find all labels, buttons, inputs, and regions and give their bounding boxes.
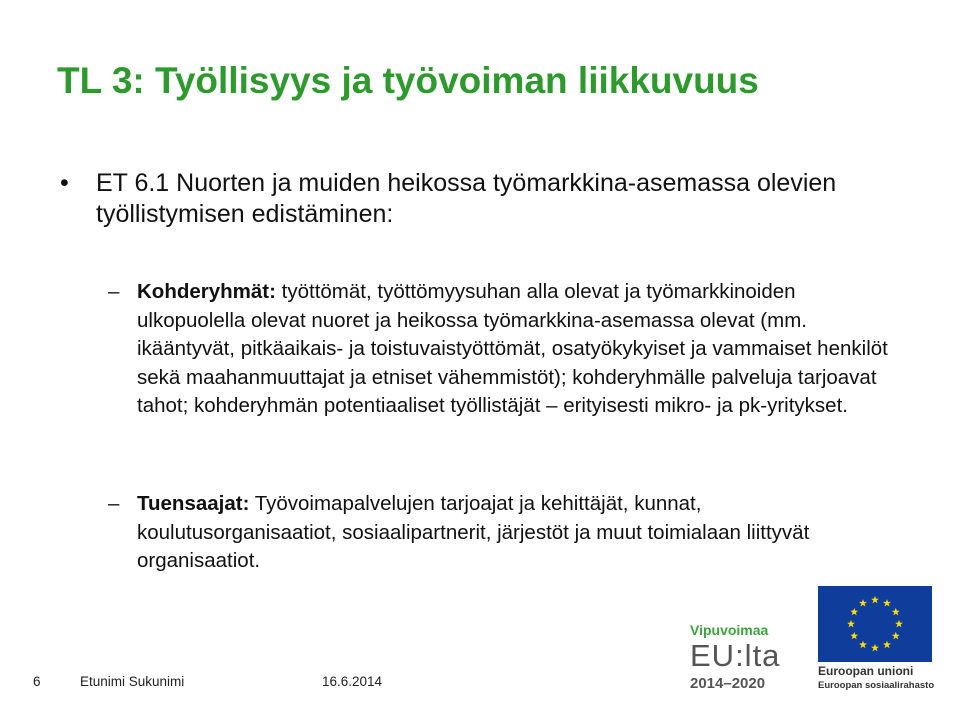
eu-star xyxy=(895,620,903,628)
eu-stars-icon xyxy=(818,586,932,662)
footer-date: 16.6.2014 xyxy=(322,674,383,689)
dash-symbol: – xyxy=(108,280,120,303)
eu-star xyxy=(850,608,858,616)
vipuvoimaa-logo xyxy=(690,622,800,694)
bullet-symbol: • xyxy=(60,169,69,197)
vipuvoimaa-eu: EU:lta xyxy=(690,638,781,673)
eu-star xyxy=(847,620,855,628)
sub-bullet-label: Kohderyhmät: xyxy=(137,280,276,303)
eu-star xyxy=(883,599,891,607)
eu-star xyxy=(883,641,891,649)
eu-flag-icon xyxy=(818,586,932,662)
eu-star xyxy=(859,599,867,607)
footer-author: Etunimi Sukunimi xyxy=(80,674,185,689)
main-bullet-text: ET 6.1 Nuorten ja muiden heikossa työmarkkina-asemassa olevien työllistymisen edistäminen: xyxy=(96,169,837,228)
eu-star xyxy=(859,641,867,649)
sub-bullet-label: Tuensaajat: xyxy=(137,492,250,515)
vipuvoimaa-title: Vipuvoimaa xyxy=(690,622,769,638)
eu-star xyxy=(892,608,900,616)
eu-star xyxy=(892,632,900,640)
sub-bullet-body: työttömät, työttömyysuhan alla olevat ja työmarkkinoiden ulkopuolella olevat nuoret ja heikossa työmarkkina-asemassa olevat (mm. ikääntyvät, pitkäaikais- ja toistuvaistyöttömät, osatyökykyiset ja vammaiset henkilöt sekä maahanmuuttajat ja etniset vähemmistöt); kohderyhmälle palveluja tarjoavat tahot; kohderyhmän potentiaaliset työllistäjät – erityisesti mikro- ja pk-yritykset. xyxy=(137,280,888,417)
eu-star xyxy=(850,632,858,640)
page-number: 6 xyxy=(33,674,41,689)
eu-star xyxy=(871,644,879,652)
slide-title: TL 3: Työllisyys ja työvoiman liikkuvuus xyxy=(57,60,759,101)
sub-bullet-text xyxy=(137,490,897,576)
sub-bullet-body: Työvoimapalvelujen tarjoajat ja kehittäjät, kunnat, koulutusorganisaatiot, sosiaalipartnerit, järjestöt ja muut toimialaan liittyvät organisaatiot. xyxy=(137,492,810,572)
eu-name: Euroopan unioni xyxy=(818,664,914,678)
vipuvoimaa-years: 2014–2020 xyxy=(690,675,766,692)
sub-bullet-text xyxy=(137,278,897,421)
eu-fund: Euroopan sosiaalirahasto xyxy=(818,680,935,691)
dash-symbol: – xyxy=(108,492,120,515)
eu-star xyxy=(871,596,879,604)
